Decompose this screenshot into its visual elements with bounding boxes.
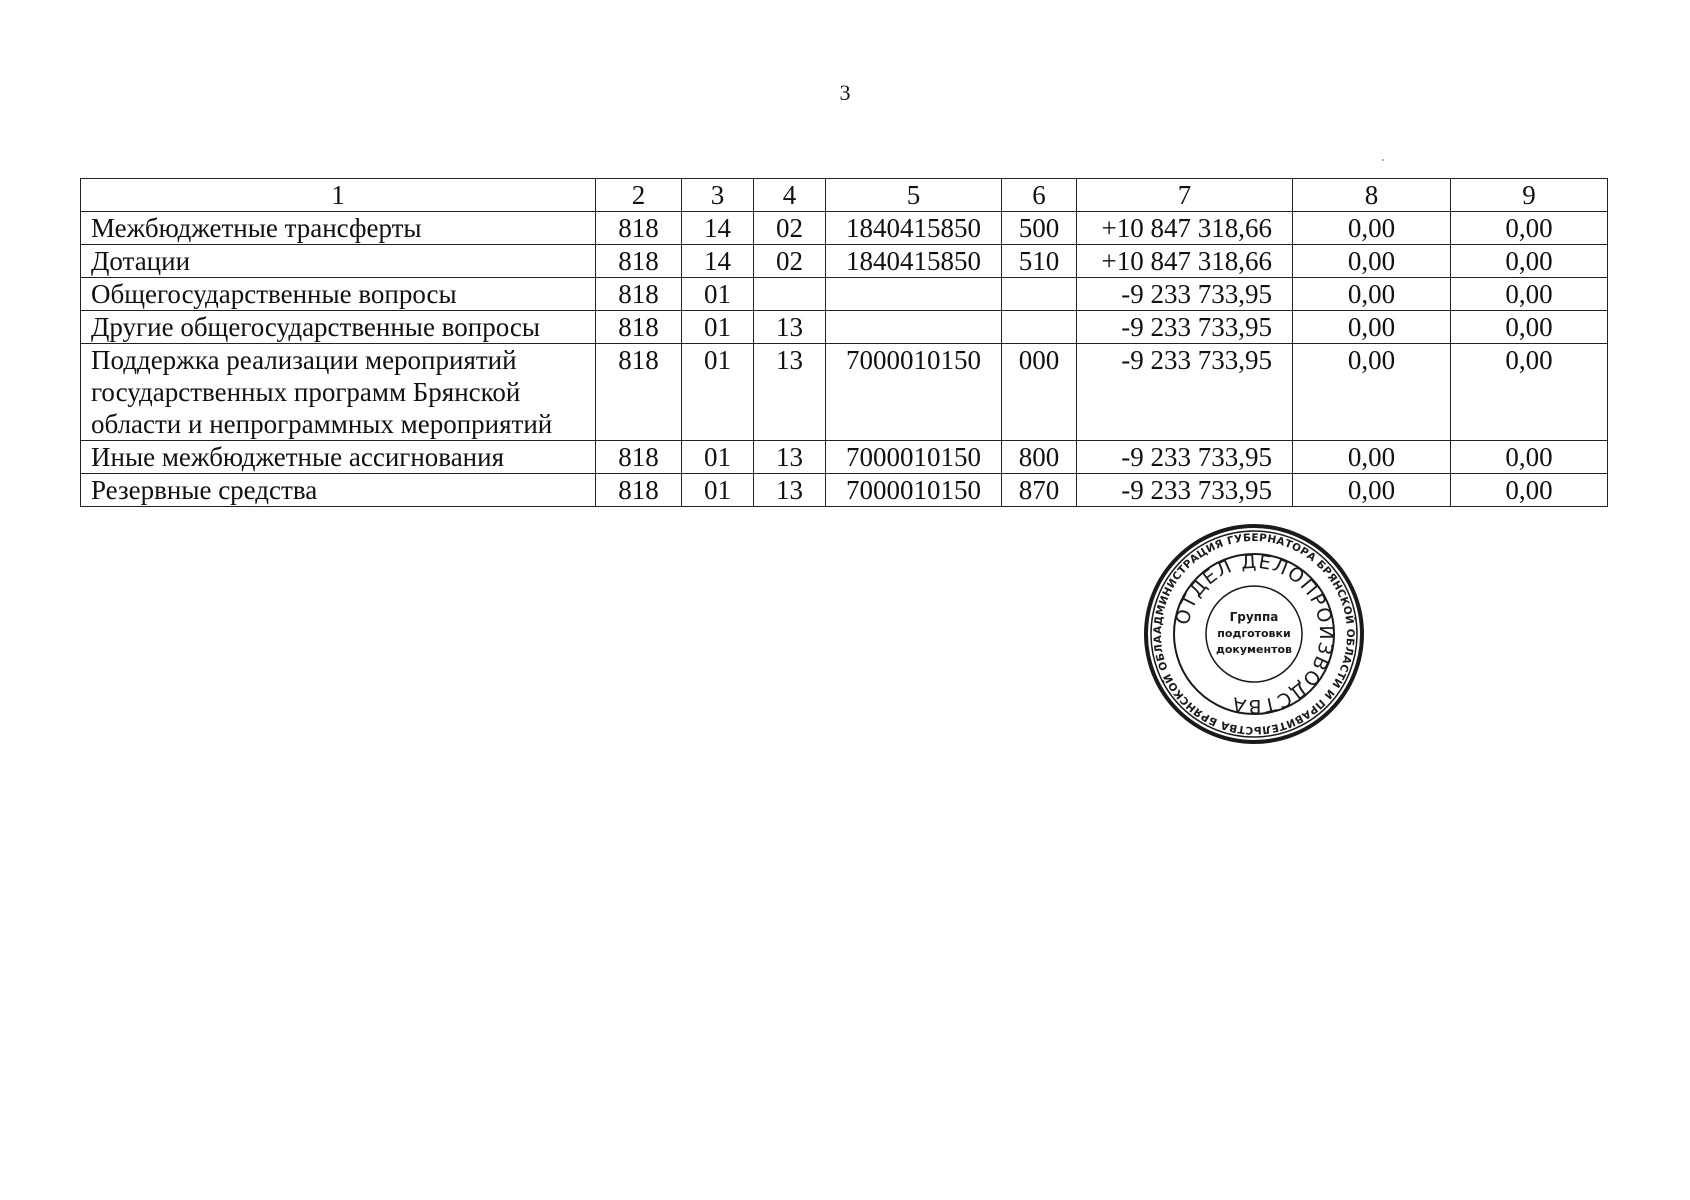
column-header: 9: [1451, 179, 1608, 212]
cell-c9: 0,00: [1451, 278, 1608, 311]
table-row: [81, 245, 1608, 278]
cell-c5: 1840415850: [826, 245, 1002, 278]
column-header: 3: [682, 179, 754, 212]
cell-c3: 14: [682, 212, 754, 245]
cell-c8: 0,00: [1293, 212, 1451, 245]
cell-c7: -9 233 733,95: [1077, 278, 1293, 311]
cell-c8: 0,00: [1293, 311, 1451, 344]
cell-c3: 14: [682, 245, 754, 278]
cell-c8: 0,00: [1293, 474, 1451, 507]
cell-c2: 818: [596, 474, 682, 507]
column-header: 4: [754, 179, 826, 212]
cell-c7: +10 847 318,66: [1077, 245, 1293, 278]
cell-c8: 0,00: [1293, 245, 1451, 278]
cell-c9: 0,00: [1451, 212, 1608, 245]
cell-c6: [1002, 311, 1077, 344]
cell-c6: 870: [1002, 474, 1077, 507]
cell-c4: 13: [754, 474, 826, 507]
official-stamp: [1143, 523, 1365, 745]
budget-table: [80, 178, 1608, 507]
cell-c5: 7000010150: [826, 441, 1002, 474]
cell-c6: 510: [1002, 245, 1077, 278]
table-row: [81, 441, 1608, 474]
row-name: Поддержка реализации мероприятий государственных программ Брянской области и непрограммных мероприятий: [81, 344, 596, 441]
cell-c6: 000: [1002, 344, 1077, 441]
cell-c7: -9 233 733,95: [1077, 474, 1293, 507]
stamp-center-line-2: подготовки: [1217, 627, 1291, 640]
cell-c3: 01: [682, 441, 754, 474]
cell-c4: 13: [754, 441, 826, 474]
stamp-center-line-3: документов: [1215, 643, 1293, 656]
column-header: 2: [596, 179, 682, 212]
cell-c3: 01: [682, 474, 754, 507]
cell-c8: 0,00: [1293, 278, 1451, 311]
row-name: Межбюджетные трансферты: [81, 212, 596, 245]
cell-c5: [826, 311, 1002, 344]
cell-c3: 01: [682, 344, 754, 441]
cell-c2: 818: [596, 344, 682, 441]
row-name: Другие общегосударственные вопросы: [81, 311, 596, 344]
cell-c8: 0,00: [1293, 441, 1451, 474]
cell-c7: -9 233 733,95: [1077, 441, 1293, 474]
table-row: [81, 278, 1608, 311]
stamp-center-line-1: Группа: [1229, 610, 1279, 624]
row-name: Дотации: [81, 245, 596, 278]
cell-c4: 02: [754, 245, 826, 278]
stamp-inner-text: ОТДЕЛ ДЕЛОПРОИЗВОДСТВА: [1171, 550, 1338, 718]
cell-c6: 500: [1002, 212, 1077, 245]
scan-speck: [1382, 159, 1384, 161]
cell-c9: 0,00: [1451, 311, 1608, 344]
cell-c4: 02: [754, 212, 826, 245]
cell-c4: 13: [754, 311, 826, 344]
cell-c4: 13: [754, 344, 826, 441]
cell-c9: 0,00: [1451, 245, 1608, 278]
cell-c2: 818: [596, 311, 682, 344]
column-header: 6: [1002, 179, 1077, 212]
cell-c5: 1840415850: [826, 212, 1002, 245]
cell-c6: 800: [1002, 441, 1077, 474]
column-header: 8: [1293, 179, 1451, 212]
cell-c3: 01: [682, 278, 754, 311]
row-name: Резервные средства: [81, 474, 596, 507]
table-row: [81, 474, 1608, 507]
row-name: Иные межбюджетные ассигнования: [81, 441, 596, 474]
cell-c2: 818: [596, 245, 682, 278]
table-header-row: [81, 179, 1608, 212]
cell-c3: 01: [682, 311, 754, 344]
table-row: [81, 212, 1608, 245]
page-number: 3: [839, 80, 851, 105]
cell-c5: 7000010150: [826, 474, 1002, 507]
stamp-outer-text: АДМИНИСТРАЦИЯ ГУБЕРНАТОРА БРЯНСКОЙ ОБЛАСТИ И ПРАВИТЕЛЬСТВА БРЯНСКОЙ ОБЛА: [1151, 531, 1357, 737]
cell-c9: 0,00: [1451, 474, 1608, 507]
table-row: [81, 344, 1608, 441]
column-header: 5: [826, 179, 1002, 212]
cell-c6: [1002, 278, 1077, 311]
cell-c7: -9 233 733,95: [1077, 311, 1293, 344]
column-header: 1: [81, 179, 596, 212]
cell-c5: 7000010150: [826, 344, 1002, 441]
cell-c9: 0,00: [1451, 344, 1608, 441]
cell-c4: [754, 278, 826, 311]
cell-c8: 0,00: [1293, 344, 1451, 441]
column-header: 7: [1077, 179, 1293, 212]
cell-c7: +10 847 318,66: [1077, 212, 1293, 245]
cell-c9: 0,00: [1451, 441, 1608, 474]
cell-c2: 818: [596, 212, 682, 245]
cell-c5: [826, 278, 1002, 311]
cell-c2: 818: [596, 441, 682, 474]
cell-c2: 818: [596, 278, 682, 311]
cell-c7: -9 233 733,95: [1077, 344, 1293, 441]
stamp-seal-icon: [1143, 523, 1365, 745]
table-row: [81, 311, 1608, 344]
row-name: Общегосударственные вопросы: [81, 278, 596, 311]
